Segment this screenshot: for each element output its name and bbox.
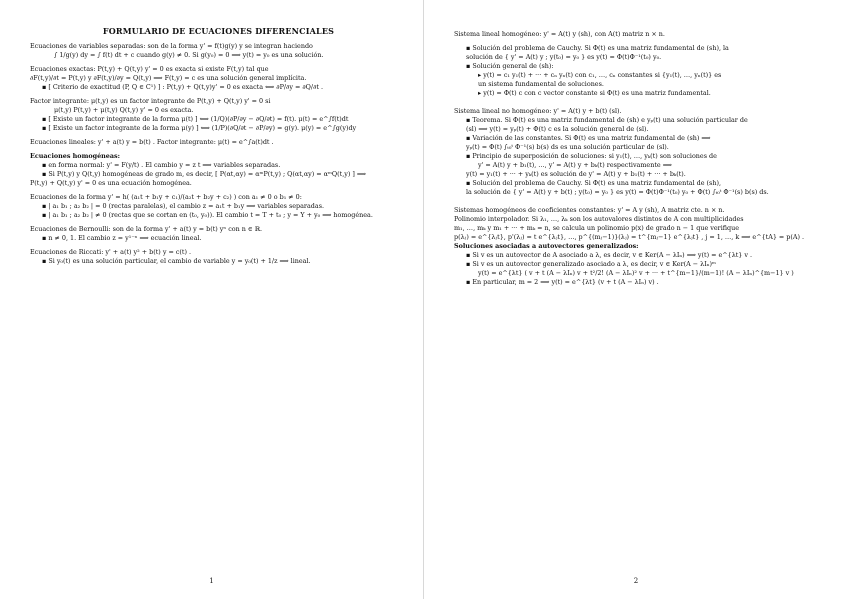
theorem: ▪ Teorema. Si Φ(t) es una matriz fundamental de (sh) e yₚ(t) una solución particular de (466, 116, 748, 124)
riccati-heading: Ecuaciones de Riccati: y' + a(t) y² + b(t) y = c(t) . (30, 248, 192, 256)
bernoulli-change: ▪ n ≠ 0, 1. El cambio z = y¹⁻ⁿ ⟹ ecuación lineal. (42, 234, 202, 242)
general-solution-heading: ▪ Solución general de (sh): (466, 62, 554, 70)
separable-formula: ∫ 1/g(y) dy = ∫ f(t) dt + c cuando g(y) ≠ 0. Si g(y₀) = 0 ⟹ y(t) = y₀ es una solución. (54, 51, 324, 59)
variation-constants: ▪ Variación de las constantes. Si Φ(t) es una matriz fundamental de (sh) ⟹ (466, 134, 711, 142)
linear-heading: Ecuaciones lineales: y' + a(t) y = b(t) . Factor integrante: μ(t) = e^∫a(t)dt . (30, 138, 274, 146)
form-parallel: ▪ | a₁ b₁ ; a₂ b₂ | = 0 (rectas paralelas), el cambio z = a₁t + b₁y ⟹ variables separadas. (42, 202, 324, 210)
cauchy-homog: ▪ Solución del problema de Cauchy. Si Φ(t) es una matriz fundamental de (sh), la (466, 44, 729, 52)
superposition-systems: y' = A(t) y + b₁(t), …, y' = A(t) y + bₖ(t) respectivamente ⟹ (478, 161, 672, 169)
homogeneous-conclusion: P(t,y) + Q(t,y) y' = 0 es una ecuación homogénea. (30, 179, 192, 187)
eigenvector-solution: ▪ Si v es un autovector de A asociado a λ, es decir, v ∈ Ker(A − λIₙ) ⟹ y(t) = e^{λt} v . (466, 251, 753, 259)
homogeneous-heading: Ecuaciones homogéneas: (30, 152, 120, 160)
general-solution-matrix: ▸ y(t) = Φ(t) c con c vector constante si Φ(t) es una matriz fundamental. (478, 89, 711, 97)
exact-criterion: ▪ [ Criterio de exactitud (P, Q ∈ C¹) ] : P(t,y) + Q(t,y)y' = 0 es exacta ⟺ ∂P/∂y = ∂Q/∂t . (42, 83, 324, 91)
cauchy-nonhomog-solution: la solución de { y' = A(t) y + b(t) ; y(t₀) = y₀ } es y(t) = Φ(t)Φ⁻¹(t₀) y₀ + Φ(t) ∫ₜ₀ᵗ Φ⁻¹(s) b(s) ds. (466, 188, 769, 196)
constant-coeff-heading: Sistemas homogéneos de coeficientes constantes: y' = A y (sh), A matriz cte. n × n. (454, 206, 725, 214)
riccati-change: ▪ Si y₀(t) es una solución particular, el cambio de variable y = y₀(t) + 1/z ⟹ lineal. (42, 257, 311, 265)
interpolating-polynomial: Polinomio interpolador. Si λ₁, …, λₖ son los autovalores distintos de A con multiplicidades (454, 215, 744, 223)
fundamental-system: un sistema fundamental de soluciones. (478, 80, 604, 88)
generalized-eigenvector: ▪ Si v es un autovector generalizado asociado a λ, es decir, v ∈ Ker(A − λIₙ)ᵐ (466, 260, 716, 268)
homogeneous-degree: ▪ Si P(t,y) y Q(t,y) homogéneas de grado m, es decir, [ P(αt,αy) = αᵐP(t,y) ; Q(αt,αy) = αᵐQ(t,y) ] ⟹ (42, 170, 367, 178)
exact-heading: Ecuaciones exactas: P(t,y) + Q(t,y) y' = 0 es exacta si existe F(t,y) tal que (30, 65, 269, 73)
variation-formula: yₚ(t) = Φ(t) ∫ₜ₀ᵗ Φ⁻¹(s) b(s) ds es una solución particular de (sl). (466, 143, 669, 151)
cauchy-nonhomog: ▪ Solución del problema de Cauchy. Si Φ(t) es una matriz fundamental de (sh), (466, 179, 721, 187)
homogeneous-normal-form: ▪ en forma normal: y' = F(y/t) . El cambio y = z t ⟹ variables separadas. (42, 161, 281, 169)
exact-condition: ∂F(t,y)/∂t = P(t,y) y ∂F(t,y)/∂y = Q(t,y) ⟹ F(t,y) = c es una solución general implícita. (30, 74, 307, 82)
form-intersecting: ▪ | a₁ b₁ ; a₂ b₂ | ≠ 0 (rectas que se cortan en (t₀, y₀)). El cambio t = T + t₀ ; y = Y + y₀ ⟹ homogénea. (42, 211, 373, 219)
general-solution-combination: ▸ y(t) = c₁ y₁(t) + ··· + cₙ yₙ(t) con c₁, …, cₙ constantes si {y₁(t), …, yₙ(t)} es (478, 71, 722, 79)
page-2 (424, 0, 848, 599)
theorem-solution: (sl) ⟹ y(t) = yₚ(t) + Φ(t) c es la solución general de (sl). (466, 125, 649, 133)
generalized-eigenvectors-heading: Soluciones asociadas a autovectores generalizados: (454, 242, 639, 250)
page-number-1: 1 (209, 577, 214, 585)
interpolating-degree: m₁, …, mₖ y m₁ + ··· + mₖ = n, se calcula un polinomio p(x) de grado n − 1 que verifique (454, 224, 740, 232)
form-heading: Ecuaciones de la forma y' = h( (a₁t + b₁y + c₁)/(a₂t + b₂y + c₂) ) con a₁ ≠ 0 o b₁ ≠ 0: (30, 193, 302, 201)
generalized-eigenvector-solution: y(t) = e^{λt} ( v + t (A − λIₙ) v + t²/2! (A − λIₙ)² v + ··· + t^{m−1}/(m−1)! (A − λIₙ)^{m−1} v ) (478, 269, 794, 277)
nonhomog-system-heading: Sistema lineal no homogéneo: y' = A(t) y + b(t) (sl). (454, 107, 622, 115)
bernoulli-heading: Ecuaciones de Bernoulli: son de la forma y' + a(t) y = b(t) yⁿ con n ∈ ℝ. (30, 225, 263, 233)
separable-heading: Ecuaciones de variables separadas: son de la forma y' = f(t)g(y) y se integran haciendo (30, 42, 313, 50)
integrating-factor-heading: Factor integrante: μ(t,y) es un factor integrante de P(t,y) + Q(t,y) y' = 0 si (30, 97, 271, 105)
factor-mu-y: ▪ [ Existe un factor integrante de la forma μ(y) ] ⟺ (1/P)(∂Q/∂t − ∂P/∂y) = g(y). μ(y) = e^∫g(y)dy (42, 124, 357, 132)
homog-system-heading: Sistema lineal homogéneo: y' = A(t) y (sh), con A(t) matriz n × n. (454, 30, 665, 38)
document-title: FORMULARIO DE ECUACIONES DIFERENCIALES (102, 26, 335, 36)
cauchy-homog-solution: solución de { y' = A(t) y ; y(t₀) = y₀ } es y(t) = Φ(t)Φ⁻¹(t₀) y₀. (466, 53, 662, 61)
factor-mu-t: ▪ [ Existe un factor integrante de la forma μ(t) ] ⟺ (1/Q)(∂P/∂y − ∂Q/∂t) = f(t). μ(t) = e^∫f(t)dt (42, 115, 349, 123)
page-number-2: 2 (633, 577, 639, 585)
superposition-solution: y(t) = y₁(t) + ··· + yₖ(t) es solución de y' = A(t) y + b₁(t) + ··· + bₖ(t). (466, 170, 686, 178)
interpolating-conditions: p(λⱼ) = e^{λⱼt}, p'(λⱼ) = t e^{λⱼt}, …, p^{(mⱼ−1)}(λⱼ) = t^{mⱼ−1} e^{λⱼt} , j = 1, …, k ⟹ e^{tA} = p(A) . (454, 233, 805, 241)
superposition: ▪ Principio de superposición de soluciones: si y₁(t), …, yₖ(t) son soluciones de (466, 152, 717, 160)
integrating-factor-def: μ(t,y) P(t,y) + μ(t,y) Q(t,y) y' = 0 es exacta. (54, 106, 194, 114)
particular-case: ▪ En particular, m = 2 ⟹ y(t) = e^{λt} (v + t (A − λIₙ) v) . (466, 278, 659, 286)
